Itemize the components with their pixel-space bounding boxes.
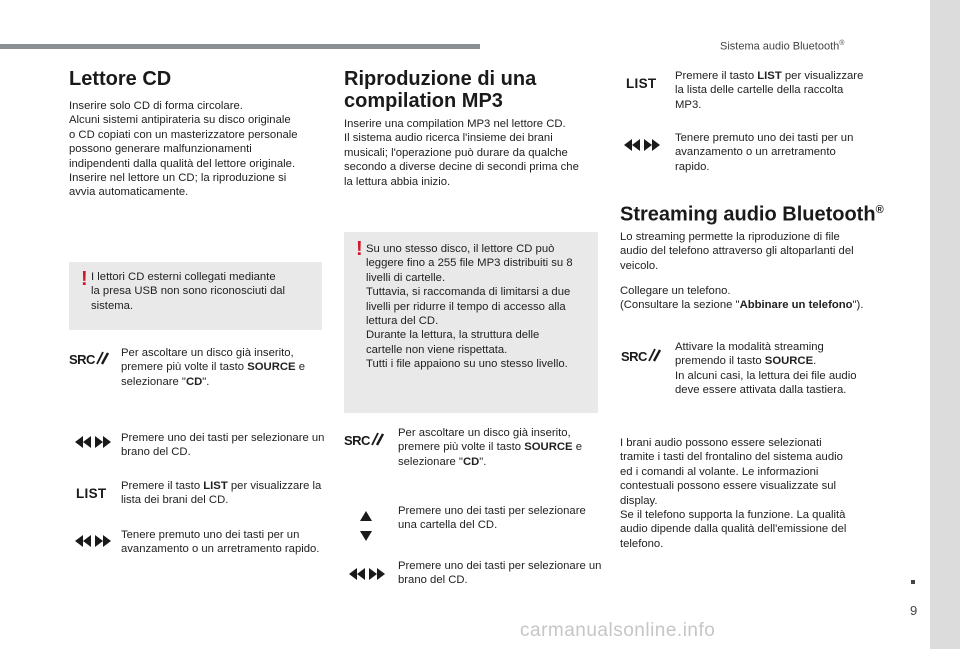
col3-item-list-text: Premere il tasto LIST per visualizzare la lista delle cartelle della raccolta MP3.	[675, 70, 864, 111]
warning-icon: !	[356, 238, 363, 260]
page-number: 9	[910, 603, 918, 618]
col2-item-track-text: Premere uno dei tasti per selezionare un brano del CD.	[398, 560, 602, 587]
col1-item-src-text: Per ascoltare un disco già inserito, premere più volte il tasto SOURCE e selezionare "CD".	[121, 347, 305, 388]
page-marker	[911, 580, 915, 584]
src-icon: SRC	[621, 348, 661, 364]
note-mp3	[344, 232, 598, 413]
prev-next-icon	[73, 435, 113, 454]
header-title: Sistema audio Bluetooth®	[720, 40, 845, 53]
section-title-streaming: Streaming audio Bluetooth®	[620, 203, 884, 226]
col2-item-src-text: Per ascoltare un disco già inserito, premere più volte il tasto SOURCE e selezionare "CD".	[398, 427, 582, 468]
src-icon: SRC	[69, 351, 109, 367]
streaming-intro: Lo streaming permette la riproduzione di file audio del telefono attraverso gli altoparlanti del veicolo.	[620, 231, 854, 272]
watermark: carmanualsonline.info	[520, 620, 716, 641]
prev-next-icon	[622, 138, 662, 157]
note-usb-text: I lettori CD esterni collegati mediante la presa USB non sono riconosciuti dal sistema.	[91, 271, 286, 312]
mp3-intro: Inserire una compilation MP3 nel lettore CD. Il sistema audio ricerca l'insieme dei brani musicali; l'operazione può durare da qualche secondo a diverse decine di secondi prima che la lettura abbia inizio.	[344, 118, 579, 188]
section-title-mp3: Riproduzione di una compilation MP3	[344, 68, 537, 112]
up-down-icon	[359, 510, 373, 547]
prev-next-icon	[347, 567, 387, 586]
streaming-connect: Collegare un telefono. (Consultare la sezione "Abbinare un telefono").	[620, 285, 864, 312]
lettore-cd-intro: Inserire solo CD di forma circolare. Alcuni sistemi antipirateria su disco originale o CD copiati con un masterizzatore personale possono generare malfunzionamenti indipendenti dalla qualità del lettore originale. Inserire nel lettore un CD; la riproduzione si avvia automaticamente.	[69, 100, 298, 199]
note-usb	[69, 262, 322, 330]
col3-item-src-text: Attivare la modalità streaming premendo il tasto SOURCE. In alcuni casi, la lettura dei file audio deve essere attivata dalla tastiera.	[675, 341, 857, 397]
prev-next-icon	[73, 534, 113, 553]
col3-item-fast-text: Tenere premuto uno dei tasti per un avanzamento o un arretramento rapido.	[675, 132, 854, 173]
streaming-outro: I brani audio possono essere selezionati tramite i tasti del frontalino del sistema audio ed i comandi al volante. Le informazioni contestuali possono essere visualizzate sul display. Se il telefono supporta la funzione. La qualità audio dipende dalla qualità dell'emissione del telefono.	[620, 437, 847, 550]
col2-item-folder-text: Premere uno dei tasti per selezionare una cartella del CD.	[398, 505, 586, 532]
warning-icon: !	[81, 268, 88, 290]
header-rule	[0, 44, 480, 49]
col1-item-fast-text: Tenere premuto uno dei tasti per un avanzamento o un arretramento rapido.	[121, 529, 320, 556]
note-mp3-text: Su uno stesso disco, il lettore CD può leggere fino a 255 file MP3 distribuiti su 8 livelli di cartelle. Tuttavia, si raccomanda di limitarsi a due livelli per ridurre il tempo di accesso alla lettura del CD. Durante la lettura, la struttura delle cartelle non viene rispettata. Tutti i file appaiono su uno stesso livello.	[366, 243, 573, 371]
section-title-lettore-cd: Lettore CD	[69, 68, 172, 90]
col1-item-prev-next-text: Premere uno dei tasti per selezionare un brano del CD.	[121, 432, 325, 459]
page-sidebar	[930, 0, 960, 649]
list-icon: LIST	[626, 76, 657, 91]
src-icon: SRC	[344, 432, 384, 448]
list-icon: LIST	[76, 486, 107, 501]
col1-item-list-text: Premere il tasto LIST per visualizzare la lista dei brani del CD.	[121, 480, 322, 507]
